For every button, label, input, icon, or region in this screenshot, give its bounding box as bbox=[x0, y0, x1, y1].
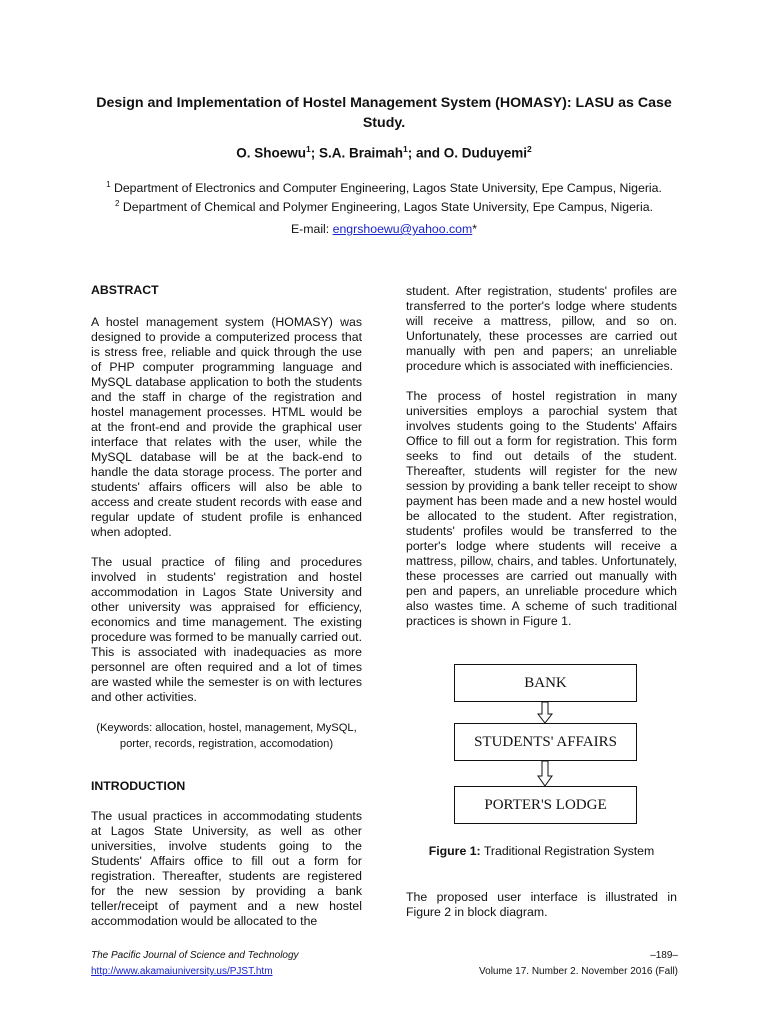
figure-caption-text: Traditional Registration System bbox=[480, 844, 655, 858]
email-asterisk: * bbox=[472, 222, 478, 236]
abstract-heading: ABSTRACT bbox=[91, 283, 159, 297]
diagram-box-porters-lodge: PORTER'S LODGE bbox=[454, 786, 637, 824]
figure-caption-label: Figure 1: bbox=[428, 844, 481, 858]
affiliation-line bbox=[60, 177, 708, 196]
author-affiliation-mark: 1 bbox=[306, 144, 311, 154]
right-paragraph-2: The process of hostel registration in many universities employs a parochial system that involves students going to the Students' Affairs Office to fill out a form for registration. This form seeks to find out details of the student. Thereafter, students will register for the new session by providing a bank teller receipt to show payment has been made and a new hostel would be allocated to the student. After registration, students' profiles would be transferred to the porter's lodge where students will receive a mattress, pillow, chairs, and tables. Unfortunately, these processes are carried out manually with pen and papers, an unreliable procedure which also wastes time. A scheme of such traditional practices is shown in Figure 1. bbox=[406, 389, 677, 628]
left-column bbox=[91, 283, 362, 929]
volume-info: Volume 17. Number 2. November 2016 (Fall) bbox=[479, 966, 678, 977]
author-name: O. Duduyemi bbox=[443, 145, 528, 161]
diagram-box-students-affairs: STUDENTS' AFFAIRS bbox=[454, 723, 637, 761]
footer-right bbox=[420, 948, 678, 980]
paper-title: Design and Implementation of Hostel Management System (HOMASY): LASU as Case Study. bbox=[96, 95, 672, 131]
down-arrow-icon bbox=[537, 702, 553, 724]
author-separator: ; and bbox=[407, 145, 444, 161]
figure-1-caption bbox=[406, 844, 677, 858]
affiliation-mark: 1 bbox=[106, 180, 111, 189]
abstract-paragraph-1: A hostel management system (HOMASY) was designed to provide a computerized process that is stress free, reliable and quick through the use of PHP computer programming language and MySQL database application to both the students and the staff in charge of the registration and hostel management processes. HTML would be at the front-end and provide the graphical user interface that relates with the user, while the MySQL database will be at the back-end to handle the data storage process. The porter and students' affairs officers will also be able to access and create student records with ease and regular update of student profile is enhanced when adopted. bbox=[91, 315, 362, 539]
abstract-paragraph-2: The usual practice of filing and procedures involved in students' registration and hostel accommodation in Lagos State University and other university was appraised for efficiency, economics and time management. The existing procedure was formed to be manually carried out. This is associated with inadequacies as more personnel are often required and a lot of times are wasted while the semester is on with lectures and other activities. bbox=[91, 555, 362, 704]
email-line bbox=[90, 222, 678, 236]
email-link[interactable]: engrshoewu@yahoo.com bbox=[332, 222, 473, 236]
affiliation-mark: 2 bbox=[114, 199, 120, 209]
affiliations bbox=[60, 177, 708, 215]
author-affiliation-mark: 1 bbox=[403, 144, 408, 154]
affiliation-text: Department of Chemical and Polymer Engineering, Lagos State University, Epe Campus, Nigeria. bbox=[119, 200, 654, 215]
journal-url-link[interactable]: http://www.akamaiuniversity.us/PJST.htm bbox=[91, 966, 273, 977]
down-arrow-icon bbox=[537, 761, 553, 787]
author-line bbox=[90, 144, 678, 161]
author-affiliation-mark: 2 bbox=[527, 144, 532, 154]
affiliation-text: Department of Electronics and Computer Engineering, Lagos State University, Epe Campus, Nigeria. bbox=[110, 181, 662, 196]
affiliation-line bbox=[60, 196, 708, 215]
email-label: E-mail: bbox=[290, 222, 333, 236]
right-paragraph-3-wrapper bbox=[406, 890, 677, 920]
right-paragraph-1: student. After registration, students' profiles are transferred to the porter's lodge where students will receive a mattress, pillow, and so on. Unfortunately, these processes are carried out manually with pen and papers; an unreliable procedure which is associated with inefficiencies. bbox=[406, 284, 677, 373]
right-column bbox=[406, 284, 677, 629]
author-separator: ; bbox=[310, 145, 319, 161]
keywords: (Keywords: allocation, hostel, management, MySQL, porter, records, registration, accomodation) bbox=[96, 722, 357, 750]
diagram-box-bank: BANK bbox=[454, 664, 637, 702]
introduction-paragraph-1: The usual practices in accommodating students at Lagos State University, as well as other universities, involve students going to the Students' Affairs office to fill out a form for registration. Thereafter, students are registered for the new session by providing a bank teller/receipt of payment and a new hostel accommodation would be allocated to the bbox=[91, 809, 362, 928]
introduction-heading: INTRODUCTION bbox=[91, 779, 186, 793]
page-number: –189– bbox=[650, 950, 678, 961]
author-name: O. Shoewu bbox=[236, 145, 306, 161]
journal-name: The Pacific Journal of Science and Technology bbox=[91, 950, 299, 961]
right-paragraph-3: The proposed user interface is illustrated in Figure 2 in block diagram. bbox=[406, 890, 677, 919]
author-name: S.A. Braimah bbox=[318, 145, 404, 161]
footer-left bbox=[91, 948, 299, 980]
